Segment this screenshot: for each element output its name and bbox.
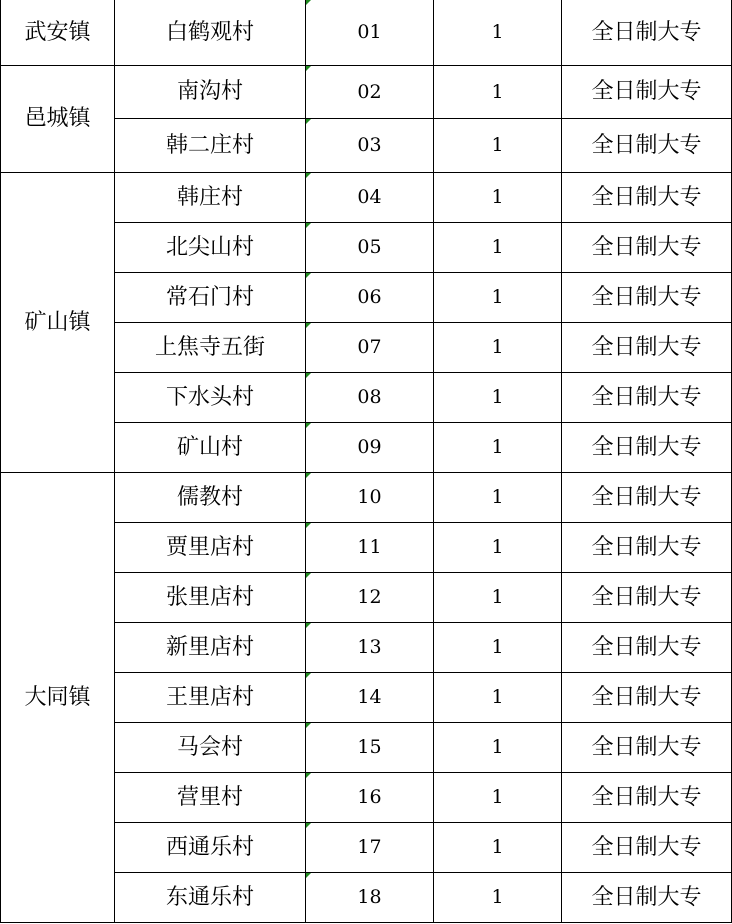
position-code-cell: 10 [306,473,434,523]
education-cell: 全日制大专 [562,0,732,66]
position-code-cell: 01 [306,0,434,66]
education-cell: 全日制大专 [562,723,732,773]
education-cell: 全日制大专 [562,223,732,273]
position-code-cell: 13 [306,623,434,673]
position-code-cell: 16 [306,773,434,823]
town-cell: 邑城镇 [1,66,115,173]
table-row [1,0,732,66]
headcount-cell: 1 [434,373,562,423]
headcount-cell: 1 [434,0,562,66]
position-code-cell: 09 [306,423,434,473]
education-cell: 全日制大专 [562,873,732,923]
headcount-cell: 1 [434,273,562,323]
headcount-cell: 1 [434,573,562,623]
education-cell: 全日制大专 [562,673,732,723]
village-name-cell: 王里店村 [115,673,306,723]
headcount-cell: 1 [434,623,562,673]
education-cell: 全日制大专 [562,773,732,823]
village-name-cell: 矿山村 [115,423,306,473]
headcount-cell: 1 [434,323,562,373]
headcount-cell: 1 [434,523,562,573]
education-cell: 全日制大专 [562,66,732,119]
position-code-cell: 05 [306,223,434,273]
education-cell: 全日制大专 [562,423,732,473]
position-code-cell: 12 [306,573,434,623]
headcount-cell: 1 [434,173,562,223]
education-cell: 全日制大专 [562,523,732,573]
village-name-cell: 北尖山村 [115,223,306,273]
position-code-cell: 11 [306,523,434,573]
headcount-cell: 1 [434,119,562,173]
position-code-cell: 17 [306,823,434,873]
education-cell: 全日制大专 [562,173,732,223]
village-name-cell: 张里店村 [115,573,306,623]
position-code-cell: 15 [306,723,434,773]
village-name-cell: 常石门村 [115,273,306,323]
table-row [1,473,732,523]
headcount-cell: 1 [434,473,562,523]
village-name-cell: 营里村 [115,773,306,823]
position-code-cell: 06 [306,273,434,323]
position-code-cell: 02 [306,66,434,119]
village-name-cell: 南沟村 [115,66,306,119]
education-cell: 全日制大专 [562,119,732,173]
position-code-cell: 14 [306,673,434,723]
position-code-cell: 07 [306,323,434,373]
education-cell: 全日制大专 [562,823,732,873]
table-row [1,173,732,223]
education-cell: 全日制大专 [562,273,732,323]
headcount-cell: 1 [434,823,562,873]
village-name-cell: 马会村 [115,723,306,773]
position-code-cell: 18 [306,873,434,923]
positions-table-body [1,0,732,923]
position-code-cell: 04 [306,173,434,223]
table-row [1,66,732,119]
village-name-cell: 韩二庄村 [115,119,306,173]
education-cell: 全日制大专 [562,473,732,523]
education-cell: 全日制大专 [562,323,732,373]
headcount-cell: 1 [434,723,562,773]
headcount-cell: 1 [434,66,562,119]
village-name-cell: 新里店村 [115,623,306,673]
village-name-cell: 下水头村 [115,373,306,423]
village-name-cell: 东通乐村 [115,873,306,923]
headcount-cell: 1 [434,423,562,473]
position-code-cell: 03 [306,119,434,173]
education-cell: 全日制大专 [562,573,732,623]
town-cell: 武安镇 [1,0,115,66]
village-name-cell: 儒教村 [115,473,306,523]
headcount-cell: 1 [434,223,562,273]
village-name-cell: 韩庄村 [115,173,306,223]
headcount-cell: 1 [434,673,562,723]
education-cell: 全日制大专 [562,623,732,673]
position-code-cell: 08 [306,373,434,423]
village-name-cell: 上焦寺五街 [115,323,306,373]
town-cell: 矿山镇 [1,173,115,473]
headcount-cell: 1 [434,873,562,923]
town-cell: 大同镇 [1,473,115,923]
village-name-cell: 贾里店村 [115,523,306,573]
village-name-cell: 西通乐村 [115,823,306,873]
education-cell: 全日制大专 [562,373,732,423]
village-name-cell: 白鹤观村 [115,0,306,66]
headcount-cell: 1 [434,773,562,823]
